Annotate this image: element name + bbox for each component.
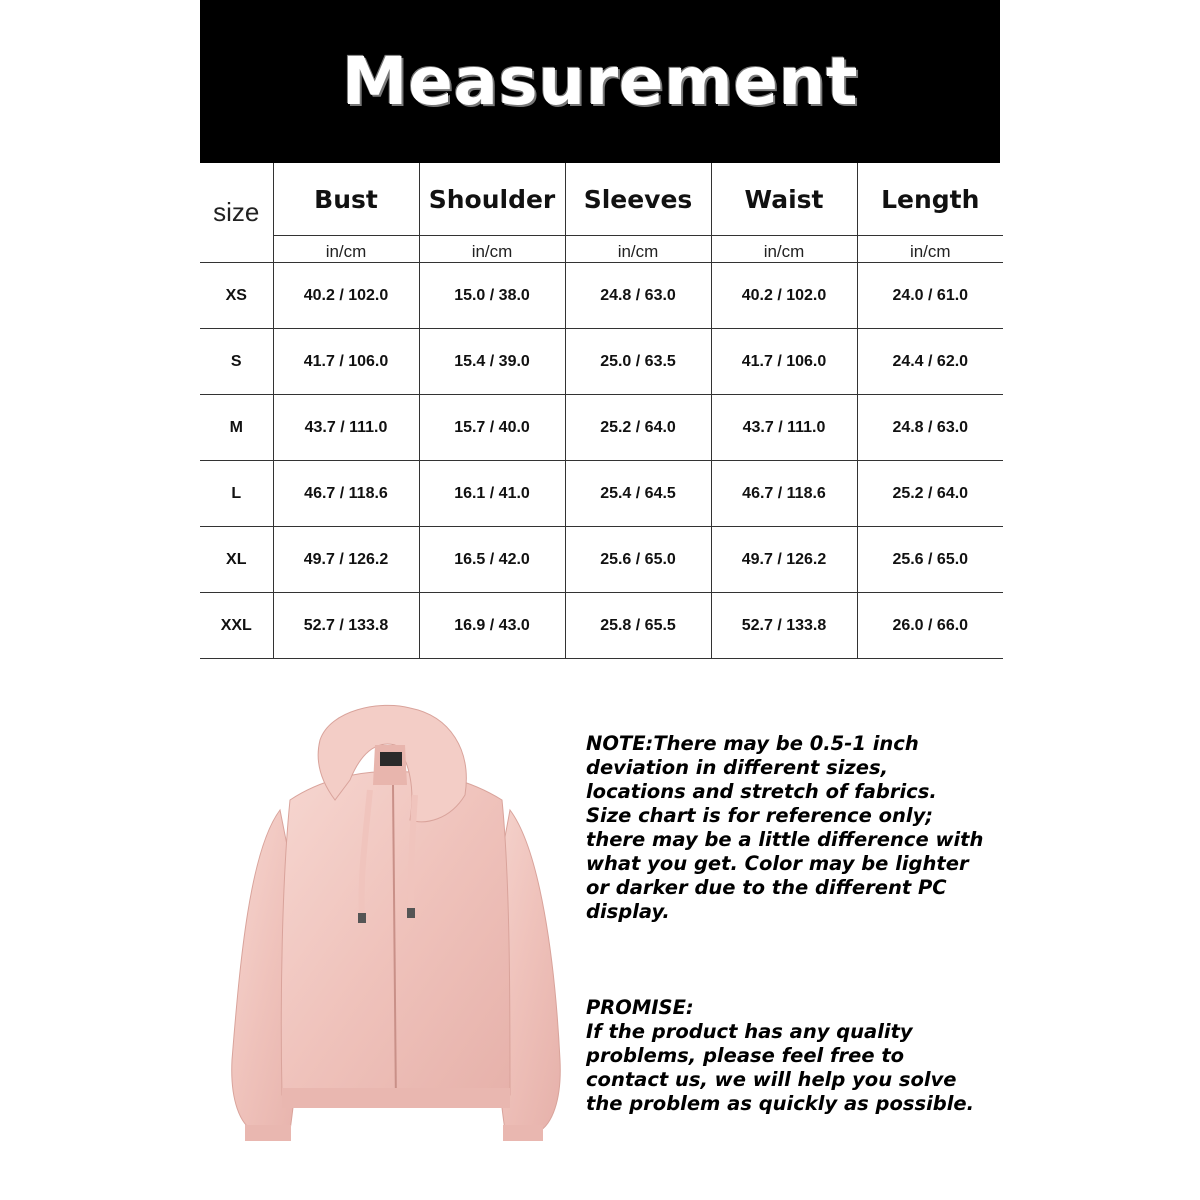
size-cell: L [200,461,273,527]
measurement-cell: 24.8 / 63.0 [857,395,1003,461]
table-row [200,461,1003,527]
measurement-cell: 40.2 / 102.0 [273,263,419,329]
measurement-cell: 25.6 / 65.0 [565,527,711,593]
table-row [200,329,1003,395]
promise-text: If the product has any quality problems, please feel free to contact us, we will help you solve the problem as quickly as possible. [586,1020,975,1115]
unit-label: in/cm [857,236,1003,263]
measurement-cell: 49.7 / 126.2 [273,527,419,593]
measurement-cell: 25.4 / 64.5 [565,461,711,527]
column-header-sleeves: Sleeves [565,163,711,236]
measurement-cell: 43.7 / 111.0 [711,395,857,461]
measurement-cell: 16.5 / 42.0 [419,527,565,593]
measurement-cell: 24.0 / 61.0 [857,263,1003,329]
measurement-cell: 46.7 / 118.6 [711,461,857,527]
measurement-cell: 25.8 / 65.5 [565,593,711,659]
size-cell: XL [200,527,273,593]
measurement-cell: 16.9 / 43.0 [419,593,565,659]
measurement-cell: 25.2 / 64.0 [857,461,1003,527]
size-chart-table [200,163,1003,659]
unit-label: in/cm [711,236,857,263]
pink-jacket-photo [210,700,580,1145]
measurement-cell: 46.7 / 118.6 [273,461,419,527]
size-cell: M [200,395,273,461]
column-header-bust: Bust [273,163,419,236]
measurement-cell: 15.4 / 39.0 [419,329,565,395]
measurement-cell: 40.2 / 102.0 [711,263,857,329]
measurement-cell: 15.0 / 38.0 [419,263,565,329]
page-title: Measurement [341,43,859,120]
unit-label: in/cm [565,236,711,263]
measurement-cell: 25.0 / 63.5 [565,329,711,395]
size-cell: S [200,329,273,395]
measurement-cell: 43.7 / 111.0 [273,395,419,461]
measurement-cell: 26.0 / 66.0 [857,593,1003,659]
measurement-cell: 41.7 / 106.0 [273,329,419,395]
measurement-cell: 24.8 / 63.0 [565,263,711,329]
measurement-cell: 52.7 / 133.8 [711,593,857,659]
table-row [200,593,1003,659]
size-column-header: size [200,163,273,263]
unit-label: in/cm [419,236,565,263]
promise-heading: PROMISE: [586,996,694,1019]
table-row [200,527,1003,593]
measurement-cell: 49.7 / 126.2 [711,527,857,593]
title-banner [200,0,1000,163]
measurement-cell: 25.6 / 65.0 [857,527,1003,593]
notes-block [586,732,986,1116]
column-header-length: Length [857,163,1003,236]
measurement-cell: 52.7 / 133.8 [273,593,419,659]
table-row [200,395,1003,461]
measurement-cell: 16.1 / 41.0 [419,461,565,527]
measurement-cell: 25.2 / 64.0 [565,395,711,461]
measurement-cell: 15.7 / 40.0 [419,395,565,461]
unit-label: in/cm [273,236,419,263]
table-row [200,263,1003,329]
measurement-cell: 24.4 / 62.0 [857,329,1003,395]
size-cell: XXL [200,593,273,659]
note-text: NOTE:There may be 0.5-1 inch deviation in different sizes, locations and stretch of fabrics. Size chart is for reference only; there may be a little difference with what you get. Color may be lighter or darker due to the different PC display. [586,732,984,923]
measurement-cell: 41.7 / 106.0 [711,329,857,395]
column-header-waist: Waist [711,163,857,236]
size-cell: XS [200,263,273,329]
column-header-shoulder: Shoulder [419,163,565,236]
